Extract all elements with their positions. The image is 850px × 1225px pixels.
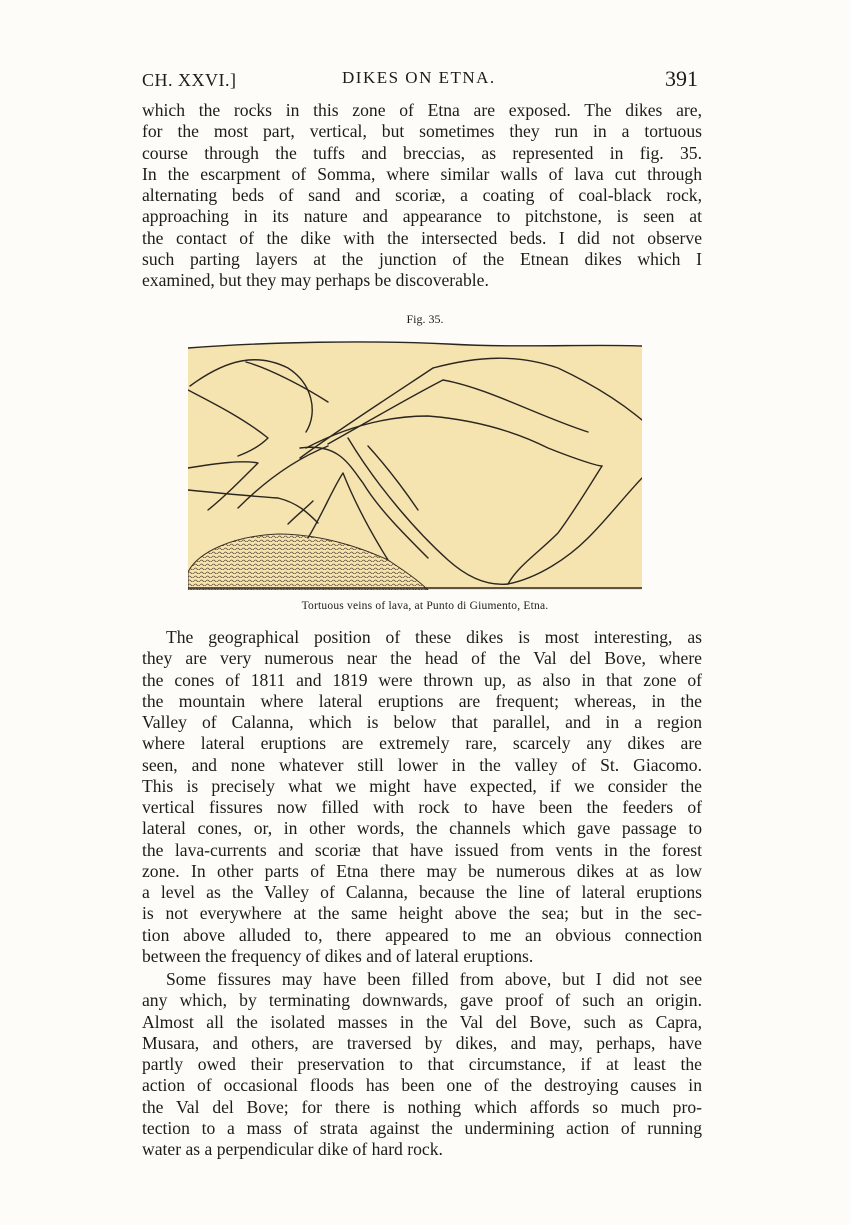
- figure-label: Fig. 35.: [406, 312, 444, 326]
- text-line: lateral cones, or, in other words, the channels which gave passage to: [142, 818, 702, 839]
- text-line: vertical fissures now filled with rock to have been the feeders of: [142, 797, 702, 817]
- text-line: the lava-currents and scoriæ that have issued from vents in the forest: [142, 839, 702, 860]
- running-title: DIKES ON ETNA.: [342, 68, 496, 87]
- text-line: a level as the Valley of Calanna, because the line of lateral eruptions: [142, 882, 702, 902]
- text-line: Almost all the isolated masses in the Val del Bove, such as Capra,: [142, 1011, 702, 1032]
- text-line: which the rocks in this zone of Etna are exposed. The dikes are,: [142, 100, 702, 120]
- figure-caption: Tortuous veins of lava, at Punto di Giumento, Etna.: [301, 600, 549, 612]
- running-head: [142, 66, 698, 92]
- text-line: such parting layers at the junction of the Etnean dikes which I: [142, 248, 702, 269]
- text-line: the mountain where lateral eruptions are frequent; whereas, in the: [142, 690, 702, 711]
- geographical-position-paragraph: [142, 627, 702, 967]
- text-line: Some fissures may have been filled from above, but I did not see: [166, 969, 702, 989]
- text-line: any which, by terminating downwards, gave proof of such an origin.: [142, 990, 702, 1011]
- text-line: course through the tuffs and breccias, as represented in fig. 35.: [142, 142, 702, 163]
- text-line: Valley of Calanna, which is below that parallel, and in a region: [142, 712, 702, 732]
- text-line: the contact of the dike with the intersected beds. I did not observe: [142, 227, 702, 248]
- text-line: alternating beds of sand and scoriæ, a coating of coal-black rock,: [142, 185, 702, 205]
- text-line: the Val del Bove; for there is nothing which affords so much pro-: [142, 1096, 702, 1117]
- text-line: In the escarpment of Somma, where similar walls of lava cut through: [142, 163, 702, 184]
- text-line: for the most part, vertical, but sometimes they run in a tortuous: [142, 121, 702, 142]
- text-line: action of occasional floods has been one of the destroying causes in: [142, 1075, 702, 1096]
- chapter-reference: CH. XXVI.]: [142, 70, 237, 90]
- text-line: is not everywhere at the same height above the sea; but in the sec-: [142, 903, 702, 924]
- text-line: between the frequency of dikes and of lateral eruptions.: [142, 945, 534, 966]
- text-line: tection to a mass of strata against the undermining action of running: [142, 1117, 702, 1138]
- figure-illustration: [188, 338, 642, 590]
- text-line: approaching in its nature and appearance to pitchstone, is seen at: [142, 206, 702, 227]
- text-line: where lateral eruptions are extremely rare, scarcely any dikes are: [142, 733, 702, 754]
- fissures-paragraph: [142, 969, 702, 1160]
- text-line: seen, and none whatever still lower in the valley of St. Giacomo.: [142, 754, 702, 775]
- text-line: partly owed their preservation to that circumstance, if at least the: [142, 1054, 702, 1074]
- text-line: The geographical position of these dikes is most interesting, as: [166, 627, 702, 647]
- text-line: zone. In other parts of Etna there may be numerous dikes at as low: [142, 860, 702, 881]
- text-line: Musara, and others, are traversed by dikes, and may, perhaps, have: [142, 1032, 702, 1053]
- text-line: water as a perpendicular dike of hard rock.: [142, 1139, 443, 1159]
- text-line: This is precisely what we might have expected, if we consider the: [142, 775, 702, 796]
- text-line: they are very numerous near the head of the Val del Bove, where: [142, 648, 702, 669]
- intro-paragraph: [142, 100, 702, 291]
- text-line: examined, but they may perhaps be discoverable.: [142, 270, 489, 290]
- page-number: 391: [665, 66, 698, 91]
- text-line: the cones of 1811 and 1819 were thrown up, as also in that zone of: [142, 669, 702, 690]
- tortuous-veins-illustration: [188, 338, 642, 590]
- text-line: tion above alluded to, there appeared to me an obvious connection: [142, 924, 702, 945]
